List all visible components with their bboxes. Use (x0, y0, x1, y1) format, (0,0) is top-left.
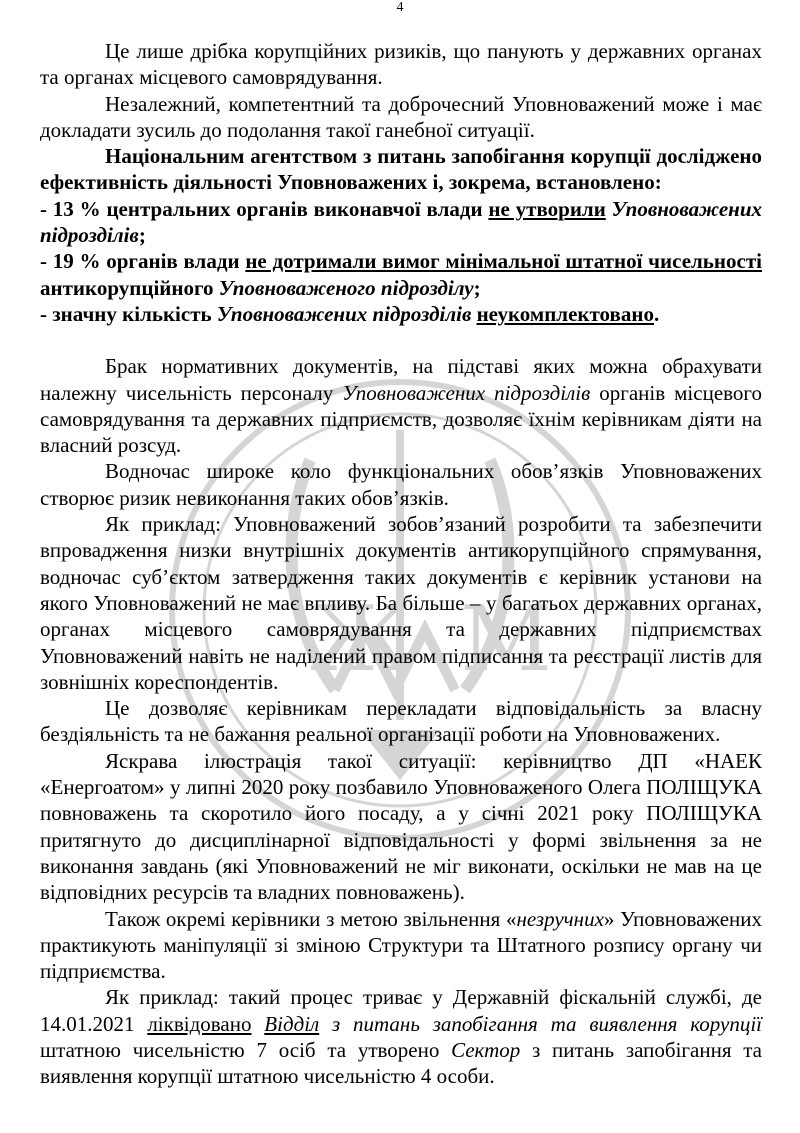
finding-item: - 19 % органів влади не дотримали вимог мінімальної штатної чисельності антикорупційного Уповноваженого підрозділу; (40, 249, 762, 300)
finding-item: - значну кількість Уповноважених підрозділів неукомплектовано. (40, 301, 660, 326)
paragraph-energoatom-example: Яскрава ілюстрація такої ситуації: керівництво ДП «НАЕК «Енергоатом» у липні 2020 року позбавило Уповноваженого Олега ПОЛІЩУКА повноважень та скоротило його посаду, а у січні 2021 року ПОЛІЩУКА притягнуто до дисциплінарної відповідальності у формі звільнення за не виконання завдань (які Уповноважений не міг виконати, оскільки не мав на це відповідних ресурсів та владних повноважень). (40, 748, 762, 905)
spacer (40, 327, 762, 353)
paragraph: Це дозволяє керівникам перекладати відповідальність за власну бездіяльність та не бажання реальної організації роботи на Уповноважених. (40, 696, 762, 747)
document-body (40, 38, 762, 1090)
paragraph: Це лише дрібка корупційних ризиків, що панують у державних органах та органах місцевого самоврядування. (40, 39, 762, 90)
paragraph: Брак нормативних документів, на підставі яких можна обрахувати належну чисельність персоналу Уповноважених підрозділів органів місцевого самоврядування та державних підприємств, дозволяє їхнім керівникам діяти на власний розсуд. (40, 354, 762, 458)
paragraph-dfs-example: Як приклад: такий процес триває у Державній фіскальній службі, де 14.01.2021 ліквідовано Відділ з питань запобігання та виявлення корупції штатною чисельністю 7 осіб та утворено Сектор з питань запобігання та виявлення корупції штатною чисельністю 4 особи. (40, 985, 762, 1089)
paragraph: Також окремі керівники з метою звільнення «незручних» Уповноважених практикують маніпуляції зі зміною Структури та Штатного розпису органу чи підприємства. (40, 906, 763, 984)
page-number: 4 (396, 0, 404, 15)
paragraph: Як приклад: Уповноважений зобов’язаний розробити та забезпечити впровадження низки внутрішніх документів антикорупційного спрямування, водночас суб’єктом затвердження таких документів є керівник установи на якого Уповноважений не має впливу. Ба більше – у багатьох державних органах, органах місцевого самоврядування та державних підприємствах Уповноважений навіть не наділений правом підписання та реєстрації листів для зовнішніх кореспондентів. (40, 512, 762, 694)
svg-text:М: М (460, 587, 553, 692)
paragraph: Незалежний, компетентний та доброчесний Уповноважений може і має докладати зусиль до подолання такої ганебної ситуації. (40, 91, 762, 142)
paragraph-nazk-findings: Національним агентством з питань запобігання корупції досліджено ефективність діяльності Уповноважених і, зокрема, встановлено: (40, 144, 762, 195)
finding-item: - 13 % центральних органів виконавчої влади не утворили Уповноважених підрозділів; (40, 196, 763, 248)
paragraph: Водночас широке коло функціональних обов’язків Уповноважених створює ризик невиконання таких обов’язків. (40, 459, 762, 510)
svg-text:Ж: Ж (310, 587, 412, 692)
